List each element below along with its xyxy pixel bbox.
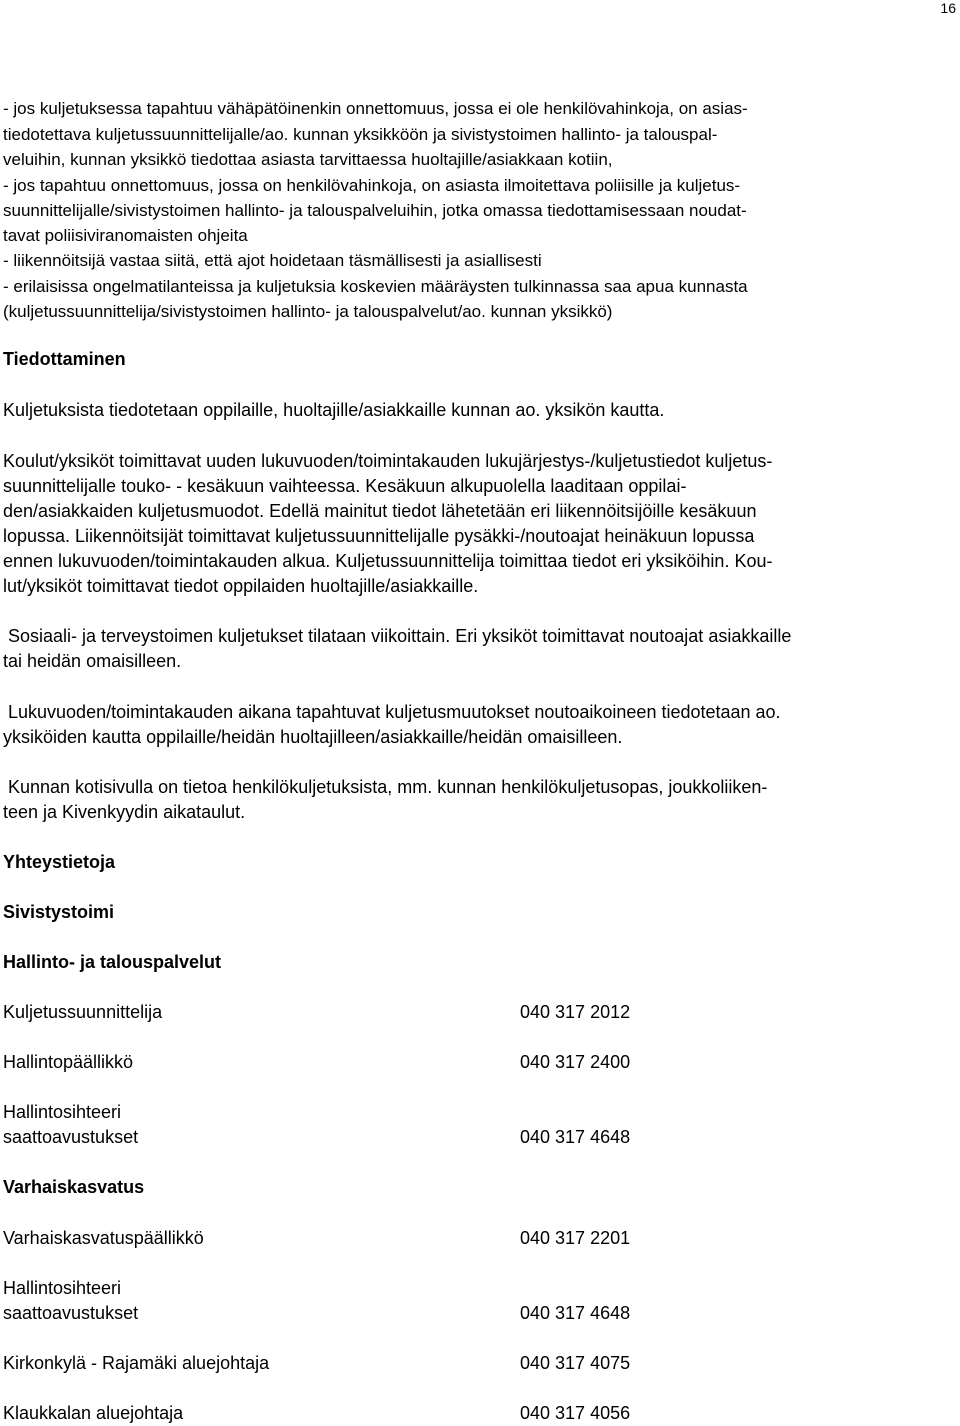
paragraph-line: den/asiakkaiden kuljetusmuodot. Edellä mainitut tiedot lähetetään eri liikennöitsijöille kesäkuun [3, 501, 757, 521]
paragraph-line: suunnittelijalle touko- - kesäkuun vaihteessa. Kesäkuun alkupuolella laaditaan oppilai- [3, 476, 687, 496]
text-line: veluihin, kunnan yksikkö tiedottaa asiasta tarvittaessa huoltajille/asiakkaan kotiin, [3, 150, 613, 169]
contact-name: Kuljetussuunnittelija [3, 1002, 163, 1022]
page-number: 16 [940, 0, 956, 16]
text-line: - jos kuljetuksessa tapahtuu vähäpätöinenkin onnettomuus, jossa ei ole henkilövahinkoja, on asias- [3, 99, 748, 118]
paragraph-line: ennen lukuvuoden/toimintakauden alkua. Kuljetussuunnittelija toimittaa tiedot eri yksiköihin. Kou- [3, 551, 773, 571]
heading-sivistystoimi: Sivistystoimi [3, 902, 115, 922]
contact-name: Hallintosihteeri [3, 1278, 122, 1298]
contact-phone: 040 317 2201 [520, 1228, 631, 1248]
paragraph-line: teen ja Kivenkyydin aikataulut. [3, 802, 246, 822]
paragraph-line: tai heidän omaisilleen. [3, 651, 182, 671]
text-line: (kuljetussuunnittelija/sivistystoimen hallinto- ja talouspalvelut/ao. kunnan yksikkö) [3, 302, 613, 321]
text-line: suunnittelijalle/sivistystoimen hallinto- ja talouspalveluihin, jotka omassa tiedottamisessaan noudat- [3, 201, 747, 220]
text-line: - erilaisissa ongelmatilanteissa ja kuljetuksia koskevien määräysten tulkinnassa saa apua kunnasta [3, 277, 748, 296]
contact-name: Hallintopäällikkö [3, 1052, 134, 1072]
contact-role: saattoavustukset [3, 1127, 139, 1147]
contact-phone: 040 317 2012 [520, 1002, 631, 1022]
contact-name: Hallintosihteeri [3, 1102, 122, 1122]
text-line: - liikennöitsijä vastaa siitä, että ajot hoidetaan täsmällisesti ja asiallisesti [3, 251, 542, 270]
paragraph-line: Koulut/yksiköt toimittavat uuden lukuvuoden/toimintakauden lukujärjestys-/kuljetustiedot kuljetus- [3, 451, 773, 471]
text-line: - jos tapahtuu onnettomuus, jossa on henkilövahinkoja, on asiasta ilmoitettava poliisille ja kuljetus- [3, 176, 741, 195]
contact-phone: 040 317 4648 [520, 1303, 631, 1323]
contact-name: Klaukkalan aluejohtaja [3, 1403, 184, 1423]
contact-name: Varhaiskasvatuspäällikkö [3, 1228, 204, 1248]
contact-phone: 040 317 2400 [520, 1052, 631, 1072]
heading-yhteystietoja: Yhteystietoja [3, 852, 116, 872]
text-line: tavat poliisiviranomaisten ohjeita [3, 226, 248, 245]
paragraph-line: Kuljetuksista tiedotetaan oppilaille, huoltajille/asiakkaille kunnan ao. yksikön kautta. [3, 400, 665, 420]
contact-name: Kirkonkylä - Rajamäki aluejohtaja [3, 1353, 270, 1373]
paragraph-line: Kunnan kotisivulla on tietoa henkilökuljetuksista, mm. kunnan henkilökuljetusopas, joukkoliiken- [3, 777, 768, 797]
paragraph-line: lopussa. Liikennöitsijät toimittavat kuljetussuunnittelijalle pysäkki-/noutoajat heinäkuun lopussa [3, 526, 755, 546]
paragraph-line: lut/yksiköt toimittavat tiedot oppilaiden huoltajille/asiakkaille. [3, 576, 479, 596]
heading-hallinto: Hallinto- ja talouspalvelut [3, 952, 222, 972]
paragraph-line: yksiköiden kautta oppilaille/heidän huoltajilleen/asiakkaille/heidän omaisilleen. [3, 727, 623, 747]
contact-role: saattoavustukset [3, 1303, 139, 1323]
contact-phone: 040 317 4075 [520, 1353, 631, 1373]
heading-tiedottaminen: Tiedottaminen [3, 349, 126, 369]
contact-phone: 040 317 4648 [520, 1127, 631, 1147]
paragraph-line: Sosiaali- ja terveystoimen kuljetukset tilataan viikoittain. Eri yksiköt toimittavat noutoajat asiakkaille [3, 626, 792, 646]
heading-varhaiskasvatus: Varhaiskasvatus [3, 1177, 145, 1197]
paragraph-line: Lukuvuoden/toimintakauden aikana tapahtuvat kuljetusmuutokset noutoaikoineen tiedotetaan ao. [3, 702, 781, 722]
contact-phone: 040 317 4056 [520, 1403, 631, 1423]
text-line: tiedotettava kuljetussuunnittelijalle/ao. kunnan yksikköön ja sivistystoimen hallinto- ja talouspal- [3, 125, 718, 144]
